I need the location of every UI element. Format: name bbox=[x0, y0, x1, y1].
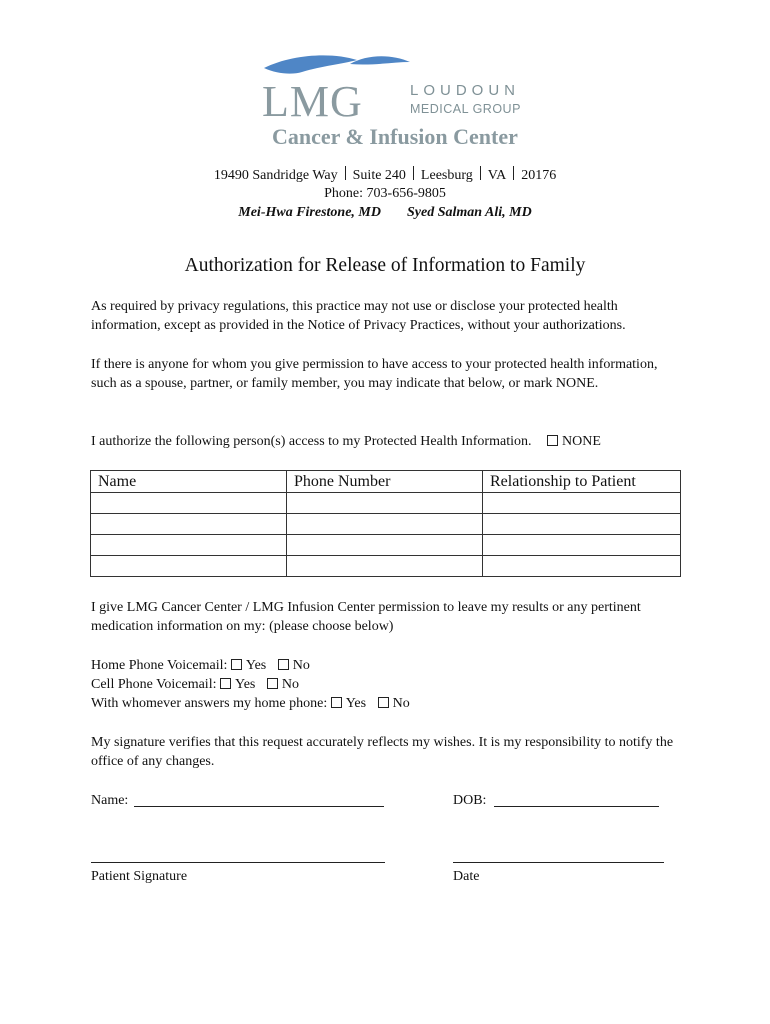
authorize-text: I authorize the following person(s) access to my Protected Health Information. bbox=[91, 434, 532, 449]
date-label: Date bbox=[453, 869, 480, 884]
table-row bbox=[91, 493, 681, 514]
cell-no-option[interactable] bbox=[267, 677, 299, 692]
answer-yes-checkbox[interactable] bbox=[331, 697, 342, 708]
relationship-cell[interactable] bbox=[483, 514, 681, 535]
address-suite: Suite 240 bbox=[352, 168, 406, 183]
dob-label: DOB: bbox=[453, 793, 487, 808]
none-label: NONE bbox=[561, 434, 601, 449]
address-city: Leesburg bbox=[420, 168, 473, 183]
header-name: Name bbox=[91, 471, 287, 493]
separator bbox=[513, 166, 514, 180]
phone-line: Phone: 703-656-9805 bbox=[324, 186, 446, 201]
authorized-persons-table bbox=[90, 470, 681, 577]
address-state: VA bbox=[487, 168, 507, 183]
address-zip: 20176 bbox=[521, 168, 557, 183]
relationship-cell[interactable] bbox=[483, 493, 681, 514]
signature-label: Patient Signature bbox=[91, 869, 188, 884]
dob-field[interactable] bbox=[494, 806, 659, 807]
home-answer-option bbox=[91, 694, 691, 713]
name-cell[interactable] bbox=[91, 514, 287, 535]
cell-yes-option[interactable] bbox=[220, 677, 255, 692]
answer-no-checkbox[interactable] bbox=[378, 697, 389, 708]
yes-label: Yes bbox=[345, 696, 367, 711]
separator bbox=[480, 166, 481, 180]
yes-label: Yes bbox=[245, 658, 267, 673]
authorize-line bbox=[91, 432, 711, 451]
separator bbox=[345, 166, 346, 180]
name-cell[interactable] bbox=[91, 535, 287, 556]
yes-label: Yes bbox=[234, 677, 256, 692]
relationship-cell[interactable] bbox=[483, 535, 681, 556]
table-header-row bbox=[91, 471, 681, 493]
none-checkbox[interactable] bbox=[547, 435, 558, 446]
no-label: No bbox=[292, 658, 310, 673]
page-title: Authorization for Release of Information to Family bbox=[184, 255, 586, 276]
name-cell[interactable] bbox=[91, 556, 287, 577]
results-permission-paragraph: I give LMG Cancer Center / LMG Infusion Center permission to leave my results or any pertinent medication information on my: (please choose below) bbox=[91, 600, 641, 634]
header-phone: Phone Number bbox=[287, 471, 483, 493]
home-answer-label: With whomever answers my home phone: bbox=[91, 696, 328, 711]
cell-no-checkbox[interactable] bbox=[267, 678, 278, 689]
home-no-option[interactable] bbox=[278, 658, 310, 673]
privacy-paragraph: As required by privacy regulations, this practice may not use or disclose your protected health information, except as provided in the Notice of Privacy Practices, without your authorizations. bbox=[91, 299, 626, 333]
name-field[interactable] bbox=[134, 806, 384, 807]
cell-phone-label: Cell Phone Voicemail: bbox=[91, 677, 217, 692]
table-row bbox=[91, 556, 681, 577]
permission-paragraph: If there is anyone for whom you give permission to have access to your protected health information, such as a spouse, partner, or family member, you may indicate that below, or mark NONE. bbox=[91, 357, 658, 391]
name-cell[interactable] bbox=[91, 493, 287, 514]
phone-cell[interactable] bbox=[287, 493, 483, 514]
none-option[interactable] bbox=[547, 434, 601, 449]
logo-lmg: LMG bbox=[262, 77, 363, 126]
phone-cell[interactable] bbox=[287, 514, 483, 535]
logo-medical-group: MEDICAL GROUP bbox=[410, 102, 521, 116]
answer-yes-option[interactable] bbox=[331, 696, 366, 711]
separator bbox=[413, 166, 414, 180]
no-label: No bbox=[392, 696, 410, 711]
address-line bbox=[0, 166, 770, 185]
home-phone-label: Home Phone Voicemail: bbox=[91, 658, 228, 673]
table-row bbox=[91, 535, 681, 556]
phone-cell[interactable] bbox=[287, 535, 483, 556]
logo bbox=[262, 50, 532, 150]
answer-no-option[interactable] bbox=[378, 696, 410, 711]
relationship-cell[interactable] bbox=[483, 556, 681, 577]
address-street: 19490 Sandridge Way bbox=[213, 168, 338, 183]
logo-loudoun: LOUDOUN bbox=[410, 82, 521, 99]
date-field[interactable] bbox=[453, 862, 664, 863]
header-relationship: Relationship to Patient bbox=[483, 471, 681, 493]
doctor-name: Syed Salman Ali, MD bbox=[407, 205, 532, 220]
home-yes-option[interactable] bbox=[231, 658, 266, 673]
cell-phone-option bbox=[91, 675, 691, 694]
home-yes-checkbox[interactable] bbox=[231, 659, 242, 670]
doctors-line bbox=[0, 204, 770, 222]
signature-paragraph: My signature verifies that this request accurately reflects my wishes. It is my responsibility to notify the office of any changes. bbox=[91, 735, 674, 769]
signature-field[interactable] bbox=[91, 862, 385, 863]
logo-subtitle: Cancer & Infusion Center bbox=[272, 124, 518, 149]
cell-yes-checkbox[interactable] bbox=[220, 678, 231, 689]
home-phone-option bbox=[91, 656, 691, 675]
logo-wave-icon bbox=[262, 50, 412, 80]
no-label: No bbox=[281, 677, 299, 692]
doctor-name: Mei-Hwa Firestone, MD bbox=[238, 205, 381, 220]
home-no-checkbox[interactable] bbox=[278, 659, 289, 670]
table-row bbox=[91, 514, 681, 535]
phone-cell[interactable] bbox=[287, 556, 483, 577]
name-label: Name: bbox=[91, 793, 129, 808]
